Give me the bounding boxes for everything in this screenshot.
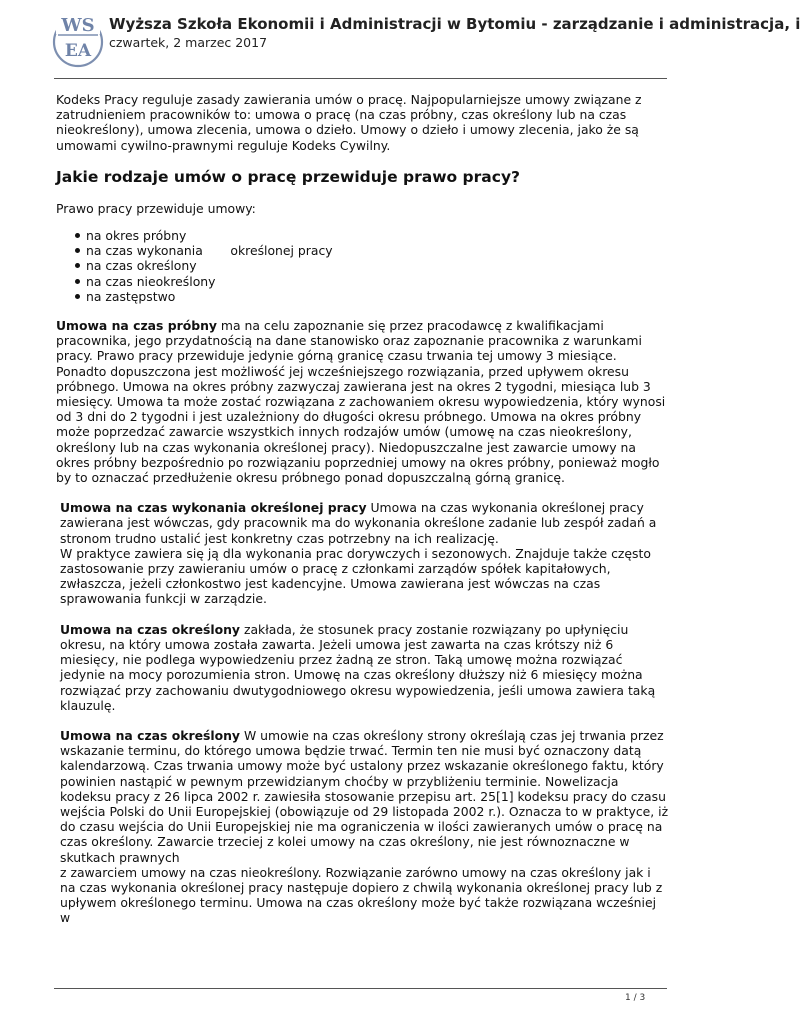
list-intro: Prawo pracy przewiduje umowy: [56, 200, 256, 216]
section-text: Umowa na czas wykonania określonej pracy zawierana jest wówczas, gdy pracownik ma do wykonania określone zadanie lub zespół zadań a stronom trudno ustalić jest konkretny czas potrzebny na ich realizację. [60, 500, 657, 546]
section-fixed-term [56, 622, 670, 713]
page-header [0, 0, 800, 78]
section-text: zakłada, że stosunek pracy zostanie rozwiązany po upłynięciu okresu, na który umowa została zawarta. Jeżeli umowa jest zawarta na czas krótszy niż 6 miesięcy, nie podlega wypowiedzeniu przez żadną ze stron. Taką umowę można rozwiązać jedynie na mocy porozumienia stron. Umowę na czas określony dłuższy niż 6 miesięcy można rozwiązać przy zachowaniu dwutygodniowego okresu wypowiedzenia, jeśli umowa zawiera taką klauzulę. [60, 621, 656, 713]
list-item: na okres próbny [86, 228, 670, 243]
section-fixed-term-details [56, 728, 670, 926]
section-probation [56, 318, 670, 485]
list-item: na czas określony [86, 258, 670, 273]
section-text: z zawarciem umowy na czas nieokreślony. Rozwiązanie zarówno umowy na czas określony jak i na czas wykonania określonej pracy następuje dopiero z chwilą wykonania określonej pracy lub z upływem określonego terminu. Umowa na czas określony może być także rozwiązana wcześniej w [60, 864, 663, 926]
section-title: Umowa na czas wykonania określonej pracy [60, 500, 367, 516]
section-title: Umowa na czas określony [60, 727, 241, 743]
article-body [56, 92, 670, 972]
svg-text:EA: EA [64, 41, 92, 61]
section-text: W umowie na czas określony strony określają czas jej trwania przez wskazanie terminu, do którego umowa będzie trwać. Termin ten nie musi być oznaczony datą kalendarzową. Czas trwania umowy może być ustalony przez wskazanie określonego faktu, który powinien nastąpić w pewnym przewidzianym choćby w przybliżeniu terminie. Nowelizacja kodeksu pracy z 26 lipca 2002 r. zawiesiła stosowanie przepisu art. 25[1] kodeksu pracy do czasu wejścia Polski do Unii Europejskiej (obowiązuje od 29 listopada 2002 r.). Oznacza to w praktyce, iż do czasu wejścia do Unii Europejskiej nie ma ograniczenia w ilości zawieranych umów o pracę na czas określony. Zawarcie trzeciej z kolei umowy na czas określony, nie jest równoznaczne w skutkach prawnych [60, 727, 669, 865]
contract-types-list [56, 228, 670, 304]
svg-text:WS: WS [61, 15, 95, 36]
section-specific-work [56, 500, 670, 606]
page-number: 1 / 3 [625, 993, 646, 1003]
header-divider [54, 78, 667, 79]
list-item: na czas nieokreślony [86, 274, 670, 289]
section-title: Umowa na czas próbny [56, 318, 217, 334]
intro-paragraph: Kodeks Pracy reguluje zasady zawierania umów o pracę. Najpopularniejsze umowy związane z zatrudnieniem pracowników to: umowa o pracę (na czas próbny, czas określony lub na czas nieokreślony), umowa zlecenia, umowa o dzieło. Umowy o dzieło i umowy zlecenia, jako że są umowami cywilno-prawnymi reguluje Kodeks Cywilny. [56, 92, 642, 153]
section-heading: Jakie rodzaje umów o pracę przewiduje prawo pracy? [56, 167, 521, 186]
publish-date: czwartek, 2 marzec 2017 [109, 35, 268, 50]
list-item: na czas wykonania określonej pracy [86, 243, 670, 258]
footer-divider [54, 988, 667, 989]
list-item: na zastępstwo [86, 289, 670, 304]
school-logo [52, 12, 104, 70]
section-title: Umowa na czas określony [60, 621, 241, 637]
section-text: ma na celu zapoznanie się przez pracodawcę z kwalifikacjami pracownika, jego przydatnością na dane stanowisko oraz zapoznanie pracownika z warunkami pracy. Prawo pracy przewiduje jedynie górną granicę czasu trwania tej umowy 3 miesiące. Ponadto dopuszczona jest możliwość jej wcześniejszego rozwiązania, przed upływem okresu próbnego. Umowa na okres próbny zazwyczaj zawierana jest na okres 2 tygodni, miesiąca lub 3 miesięcy. Umowa ta może zostać rozwiązana z zachowaniem okresu wypowiedzenia, który wynosi od 3 dni do 2 tygodni i jest uzależniony do długości okresu próbnego. Umowa na okres próbny może poprzedzać zawarcie wszystkich innych rodzajów umów (umowę na czas nieokreślony, określony lub na czas wykonania określonej pracy). Niedopuszczalne jest zawarcie umowy na okres próbny bezpośrednio po rozwiązaniu poprzedniej umowy na okres próbny, ponieważ mogło by to oznaczać przedłużenie okresu próbnego ponad dopuszczalną górną granicę. [56, 318, 666, 486]
section-text: W praktyce zawiera się ją dla wykonania prac dorywczych i sezonowych. Znajduje także często zastosowanie przy zawieraniu umów o pracę z członkami zarządów spółek kapitałowych, zwłaszcza, jeżeli członkostwo jest kadencyjne. Umowa zawierana jest wówczas na czas sprawowania funkcji w zarządzie. [60, 545, 651, 607]
site-title: Wyższa Szkoła Ekonomii i Administracji w Bytomiu - zarządzanie i administracja, i [109, 15, 800, 33]
